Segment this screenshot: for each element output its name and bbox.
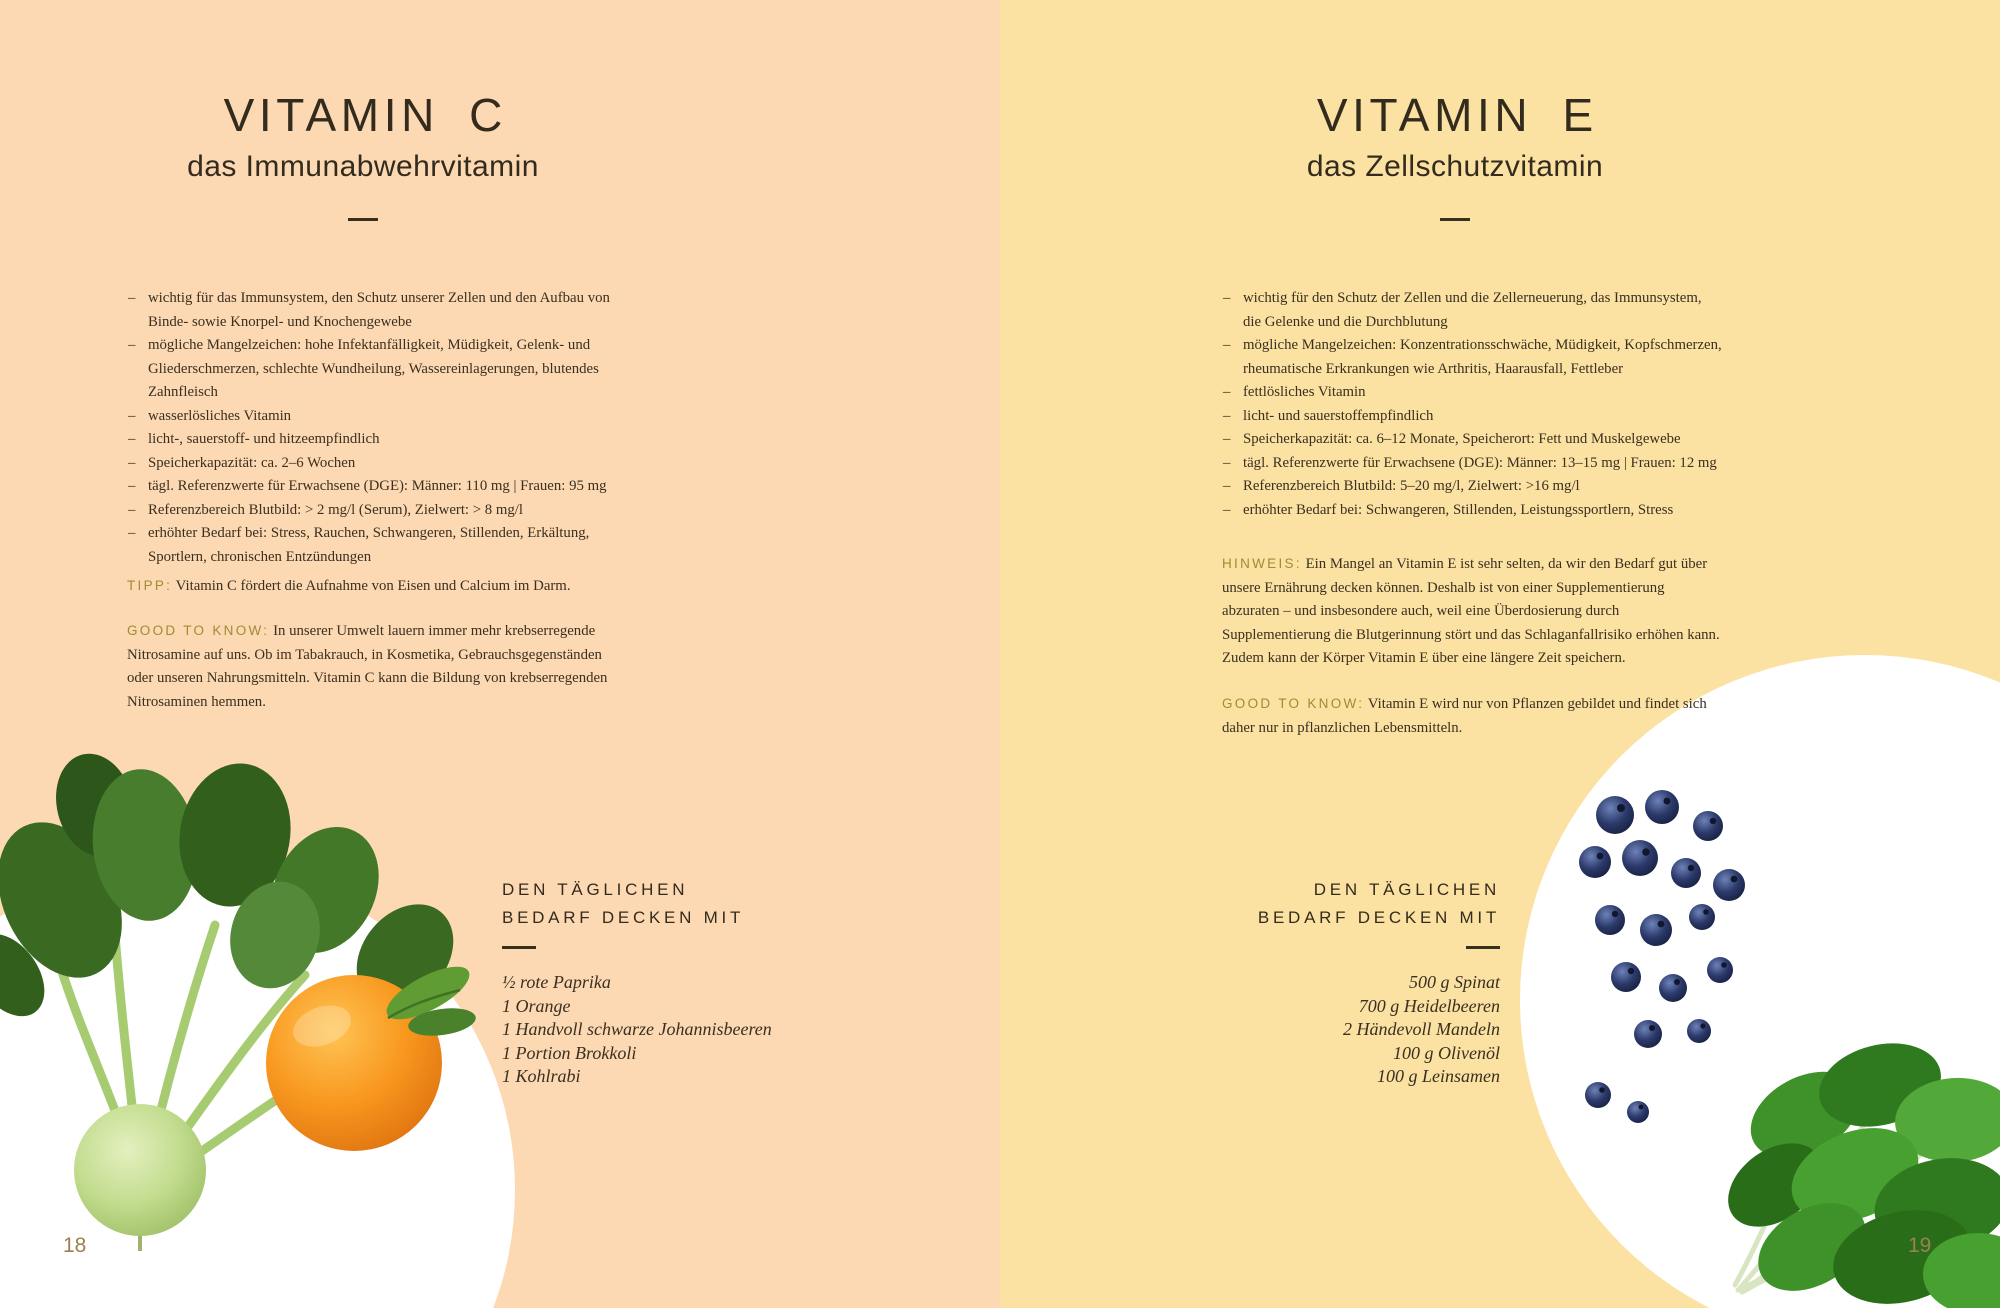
page-title: VITAMIN E bbox=[1316, 89, 1598, 141]
page-number: 18 bbox=[63, 1234, 87, 1257]
hint-text: Ein Mangel an Vitamin E ist sehr selten, da wir den Bedarf gut über unsere Ernährung decken können. Deshalb ist von einer Supplementierung abzuraten – und insbesondere auch, weil eine Überdosierung durch Supplementierung die Blutgerinnung stört und das Schlaganfallrisiko erhöhen kann. Zudem kann der Körper Vitamin E über eine längere Zeit speichern. bbox=[1222, 556, 1720, 666]
daily-needs-item: 1 Handvoll schwarze Johannisbeeren bbox=[502, 1019, 772, 1039]
fact-item: – mögliche Mangelzeichen: Konzentrationsschwäche, Müdigkeit, Kopfschmerzen, rheumatische Erkrankungen wie Arthritis, Haarausfall, Fettleber bbox=[1222, 334, 1722, 381]
divider-dash bbox=[1466, 946, 1500, 949]
fact-item: – fettlösliches Vitamin bbox=[1222, 381, 1722, 405]
fact-item: – licht- und sauerstoffempfindlich bbox=[1222, 405, 1722, 429]
daily-needs-heading-line1: DEN TÄGLICHEN bbox=[502, 880, 689, 899]
daily-needs-heading-line1: DEN TÄGLICHEN bbox=[1313, 880, 1500, 899]
fact-item: – erhöhter Bedarf bei: Stress, Rauchen, Schwangeren, Stillenden, Erkältung, Sportlern, chronischen Entzündungen bbox=[127, 522, 627, 569]
kohlrabi-bulb bbox=[74, 1104, 206, 1236]
page-vitamin-e bbox=[1000, 0, 2000, 1308]
daily-needs-item: ½ rote Paprika bbox=[502, 972, 611, 992]
daily-needs-heading bbox=[502, 876, 772, 932]
tip-label: TIPP: bbox=[127, 578, 173, 593]
chapter-header-vitamin-e bbox=[1155, 88, 1755, 221]
divider-dash bbox=[502, 946, 536, 949]
hint-label: HINWEIS: bbox=[1222, 556, 1302, 571]
daily-needs-item: 500 g Spinat bbox=[1408, 972, 1500, 992]
chapter-header-vitamin-c bbox=[63, 88, 663, 221]
daily-needs-item: 100 g Leinsamen bbox=[1377, 1066, 1500, 1086]
fact-item: – Referenzbereich Blutbild: 5–20 mg/l, Zielwert: >16 mg/l bbox=[1222, 475, 1722, 499]
daily-needs-item: 1 Kohlrabi bbox=[502, 1066, 581, 1086]
page-subtitle: das Zellschutzvitamin bbox=[1306, 150, 1604, 183]
fact-item: – Referenzbereich Blutbild: > 2 mg/l (Serum), Zielwert: > 8 mg/l bbox=[127, 499, 627, 523]
fact-item: – erhöhter Bedarf bei: Schwangeren, Stillenden, Leistungssportlern, Stress bbox=[1222, 499, 1722, 523]
blueberries bbox=[1579, 790, 1745, 1123]
fact-list bbox=[1222, 287, 1722, 522]
fact-item: – tägl. Referenzwerte für Erwachsene (DGE): Männer: 110 mg | Frauen: 95 mg bbox=[127, 475, 627, 499]
daily-needs-list bbox=[1258, 971, 1500, 1089]
fact-item: – Speicherkapazität: ca. 2–6 Wochen bbox=[127, 452, 627, 476]
fact-item: – mögliche Mangelzeichen: hohe Infektanfälligkeit, Müdigkeit, Gelenk- und Gliederschmerzen, schlechte Wundheilung, Wassereinlagerungen, blutendes Zahnfleisch bbox=[127, 334, 627, 405]
daily-needs-heading-line2: BEDARF DECKEN MIT bbox=[502, 908, 745, 927]
good-to-know-label: GOOD TO KNOW: bbox=[1222, 696, 1365, 711]
fact-list bbox=[127, 287, 627, 569]
kohlrabi-and-orange-photo bbox=[0, 750, 510, 1308]
daily-needs-heading-line2: BEDARF DECKEN MIT bbox=[1257, 908, 1500, 927]
fact-item: – Speicherkapazität: ca. 6–12 Monate, Speicherort: Fett und Muskelgewebe bbox=[1222, 428, 1722, 452]
daily-needs-item: 1 Portion Brokkoli bbox=[502, 1042, 637, 1063]
page-subtitle: das Immunabwehrvitamin bbox=[187, 150, 539, 183]
divider-dash bbox=[348, 218, 378, 221]
good-to-know-text: Vitamin E wird nur von Pflanzen gebildet und findet sich daher nur in pflanzlichen Lebensmitteln. bbox=[1222, 696, 1707, 736]
good-to-know-paragraph bbox=[1222, 692, 1722, 740]
page-number: 19 bbox=[1908, 1234, 1932, 1257]
tip-text: Vitamin C fördert die Aufnahme von Eisen und Calcium im Darm. bbox=[175, 578, 571, 594]
daily-needs-block bbox=[502, 876, 772, 1089]
divider-dash bbox=[1440, 218, 1470, 221]
daily-needs-item: 1 Orange bbox=[502, 995, 571, 1016]
hint-paragraph bbox=[1222, 552, 1722, 671]
good-to-know-text: In unserer Umwelt lauern immer mehr krebserregende Nitrosamine auf uns. Ob im Tabakrauch, in Kosmetika, Gebrauchsgegenständen oder unseren Nahrungsmitteln. Vitamin C kann die Bildung von krebserregenden Nitrosaminen hemmen. bbox=[127, 623, 608, 710]
daily-needs-item: 2 Händevoll Mandeln bbox=[1343, 1019, 1500, 1039]
blueberries-and-spinach-photo bbox=[1550, 760, 2000, 1308]
daily-needs-item: 100 g Olivenöl bbox=[1393, 1042, 1500, 1063]
tip-paragraph bbox=[127, 574, 627, 599]
daily-needs-item: 700 g Heidelbeeren bbox=[1358, 995, 1500, 1016]
fact-item: – licht-, sauerstoff- und hitzeempfindlich bbox=[127, 428, 627, 452]
good-to-know-paragraph bbox=[127, 619, 627, 714]
daily-needs-list bbox=[502, 971, 772, 1089]
page-title: VITAMIN C bbox=[223, 89, 508, 141]
good-to-know-label: GOOD TO KNOW: bbox=[127, 623, 270, 638]
daily-needs-block bbox=[1258, 876, 1500, 1089]
daily-needs-heading bbox=[1258, 876, 1500, 932]
fact-item: – tägl. Referenzwerte für Erwachsene (DGE): Männer: 13–15 mg | Frauen: 12 mg bbox=[1222, 452, 1722, 476]
fact-item: – wichtig für das Immunsystem, den Schutz unserer Zellen und den Aufbau von Binde- sowie Knorpel- und Knochengewebe bbox=[127, 287, 627, 334]
fact-item: – wichtig für den Schutz der Zellen und die Zellerneuerung, das Immunsystem, die Gelenke und die Durchblutung bbox=[1222, 287, 1722, 334]
fact-item: – wasserlösliches Vitamin bbox=[127, 405, 627, 429]
